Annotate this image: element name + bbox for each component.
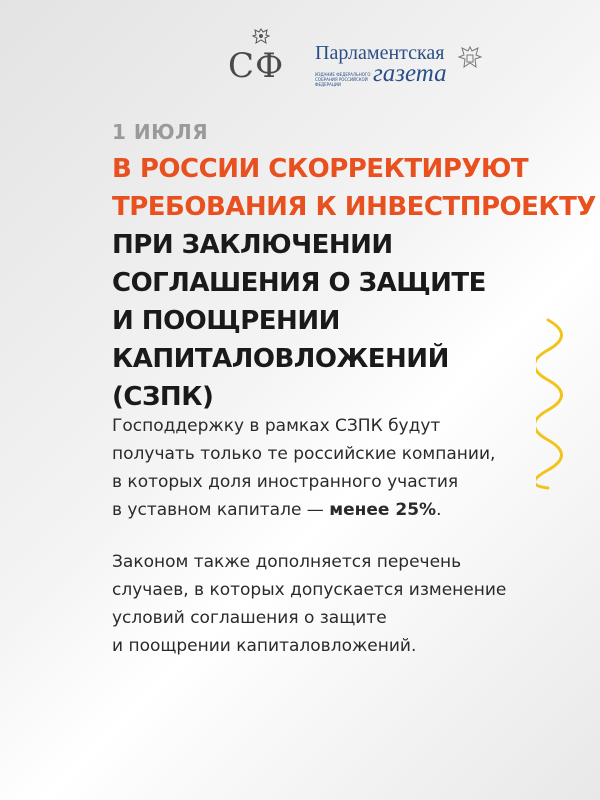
paragraph-line: и поощрении капиталовложений. <box>112 636 417 656</box>
sf-logo-text: СФ <box>228 46 285 86</box>
headline-line: (СЗПК) <box>112 382 214 412</box>
date-label: 1 ИЮЛЯ <box>112 120 209 144</box>
parlamentskaya-gazeta-logo <box>315 42 495 92</box>
headline-line: ТРЕБОВАНИЯ К ИНВЕСТПРОЕКТУ <box>112 192 596 222</box>
paragraph-line: получать только те российские компании, <box>112 444 496 464</box>
paragraph-support-criteria <box>112 412 552 524</box>
paragraph-line: Господдержку в рамках СЗПК будут <box>112 416 441 436</box>
paragraph-line: в которых доля иностранного участия <box>112 472 459 492</box>
headline-line: И ПООЩРЕНИИ <box>112 306 340 336</box>
eagle-emblem-icon <box>250 26 272 48</box>
pg-subtitle: ИЗДАНИЕ ФЕДЕРАЛЬНОГО СОБРАНИЯ РОССИЙСКОЙ ФЕДЕРАЦИИ <box>315 72 371 87</box>
paragraph-text: . <box>436 500 442 520</box>
paragraph-line: условий соглашения о защите <box>112 608 387 628</box>
headline-line: В РОССИИ СКОРРЕКТИРУЮТ <box>112 154 529 184</box>
headline-line: СОГЛАШЕНИЯ О ЗАЩИТЕ <box>112 268 486 298</box>
headline <box>112 150 596 416</box>
headline-line: ПРИ ЗАКЛЮЧЕНИИ <box>112 230 393 260</box>
paragraph-line: Законом также дополняется перечень <box>112 552 462 572</box>
paragraph-law-changes <box>112 548 552 660</box>
highlight-text: менее 25% <box>329 500 437 520</box>
header <box>0 26 600 86</box>
pg-title-line2: газета <box>373 60 447 87</box>
paragraph-line <box>112 496 552 524</box>
paragraph-line: случаев, в которых допускается изменение <box>112 580 507 600</box>
eagle-emblem-icon <box>457 44 483 74</box>
paragraph-text: в уставном капитале — <box>112 500 330 520</box>
sf-logo <box>228 26 298 84</box>
headline-line: КАПИТАЛОВЛОЖЕНИЙ <box>112 344 449 374</box>
pg-title-line1: Парламентская <box>315 42 445 64</box>
